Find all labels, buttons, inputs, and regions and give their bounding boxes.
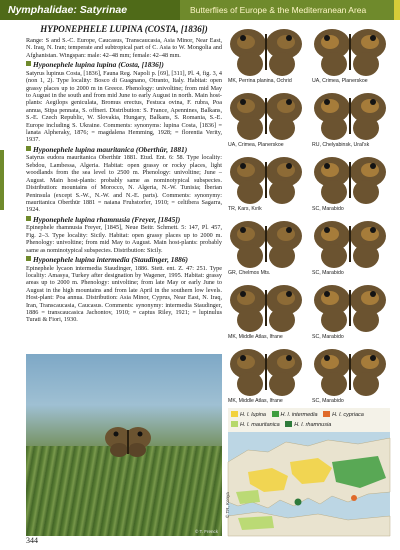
specimen-label: SC, Marabido bbox=[312, 206, 344, 212]
specimen-row bbox=[226, 24, 392, 88]
bullet-square-icon bbox=[26, 216, 31, 221]
specimen-label: MK, Middle Atlas, Ifrane bbox=[228, 334, 283, 340]
legend-swatch bbox=[272, 411, 279, 417]
specimen-row bbox=[226, 280, 392, 344]
family-label: Nymphalidae: Satyrinae bbox=[0, 0, 180, 20]
book-title: Butterflies of Europe & the Mediterranean Area bbox=[190, 5, 367, 15]
butterfly-specimen-image bbox=[228, 218, 304, 270]
species-title: HYPONEPHELE LUPINA (COSTA, [1836]) bbox=[40, 24, 208, 34]
subspecies-title: Hyponephele lupina rhamnusia (Freyer, [1845]) bbox=[26, 216, 222, 225]
habitat-photo bbox=[26, 354, 222, 536]
legend-swatch bbox=[231, 421, 238, 427]
subspecies-title: Hyponephele lupina lupina (Costa, [1836]) bbox=[26, 61, 222, 70]
butterfly-icon bbox=[312, 90, 388, 142]
butterfly-specimen-image bbox=[312, 90, 388, 142]
legend-swatch bbox=[231, 411, 238, 417]
butterfly-specimen-image bbox=[228, 26, 304, 78]
butterfly-icon bbox=[312, 282, 388, 334]
butterfly-specimen-image bbox=[312, 154, 388, 206]
specimen-label: RU, Chelyabinsk, Ural'sk bbox=[312, 142, 370, 148]
butterfly-specimen-image bbox=[228, 282, 304, 334]
butterfly-specimen-image bbox=[312, 346, 388, 398]
distribution-legend bbox=[228, 408, 390, 432]
specimen-label: SC, Marabido bbox=[312, 334, 344, 340]
butterfly-icon bbox=[228, 282, 304, 334]
butterfly-icon bbox=[228, 218, 304, 270]
species-text-column bbox=[26, 24, 222, 350]
subspecies-title: Hyponephele lupina mauritanica (Oberthür, 1881) bbox=[26, 146, 222, 155]
specimen-row bbox=[226, 88, 392, 152]
specimen-row bbox=[226, 216, 392, 280]
distribution-map bbox=[225, 432, 390, 536]
specimen-row bbox=[226, 152, 392, 216]
subspecies-text: Epinephele rhamnusia Freyer, [1845], Neue Beitr. Schmett. 5: 147, Pl. 457, Fig. 2–3. Type locality: Sicily. Habitat: open grassy places up to 2000 m. Phenology: univoltine; from mid May to August. Main host-plants: probably same as nominotypical subspecies. Distribution: Sicily. bbox=[26, 224, 222, 254]
butterfly-icon bbox=[228, 154, 304, 206]
butterfly-icon bbox=[228, 90, 304, 142]
bullet-square-icon bbox=[26, 146, 31, 151]
subspecies-text: Epinephele lycaon intermedia Staudinger, 1886. Stett. ent. Z. 47: 251. Type locality: Amasya, Turkey after designation by Wagener, 1995. Habitat: grassy areas up to 2000 m. Phenology: univoltine; from late May or early June to August in the high mountains and from late April in the southern low levels. Host-plant: Poa annua. Distribution: Asia Minor, Cyprus, Near East, N. Iraq, Iran, Transcaucasia, Caucasus. Comments: synonymy: intermedia Staudinger, 1886 = transcaucasica Jachontov, 1910; = captus Riley, 1921; = lupinulus Turati & Fiori, 1930. bbox=[26, 264, 222, 324]
section-tab bbox=[0, 150, 4, 210]
specimen-label: UA, Crimea, Planerskoe bbox=[312, 78, 368, 84]
butterfly-specimen-image bbox=[312, 282, 388, 334]
butterfly-icon bbox=[312, 218, 388, 270]
butterfly-icon bbox=[228, 26, 304, 78]
map-graphic bbox=[228, 432, 390, 536]
photo-credit: © T. Frenck bbox=[195, 529, 218, 534]
subspecies-text: Satyrus eudora mauritanica Oberthür 1881. Etud. Ent. 6: 58. Type locality: Sebdou, Lambessa, Algeria. Habitat: open grassy or rocky places, light woodlands from the sea level to 2500 m. Phenology: univoltine; June – August. Main host-plants: probably same as nominotypical subspecies. Distribution: mountains of Morocco, N. Algeria, N.-W. Tunisia; Iberian Peninsula (except S.-W., N.-W. and N.-E. parts). Comments: synonymy: mauritanica Oberthür 1881 = naiana Fruhstorfer, 1910; = celtibera Sagarra, 1924. bbox=[26, 154, 222, 214]
legend-swatch bbox=[323, 411, 330, 417]
legend-item: H. l. rhamnusia bbox=[285, 420, 331, 430]
specimen-row bbox=[226, 344, 392, 408]
legend-item: H. l. lupina bbox=[231, 410, 266, 420]
specimen-label: MK, Middle Atlas, Ifrane bbox=[228, 398, 283, 404]
specimen-label: GR, Chelmos Mts. bbox=[228, 270, 271, 276]
butterfly-specimen-image bbox=[312, 26, 388, 78]
legend-item: H. l. intermedia bbox=[272, 410, 318, 420]
live-butterfly-photo bbox=[104, 424, 152, 463]
butterfly-icon bbox=[312, 346, 388, 398]
butterfly-specimen-image bbox=[228, 90, 304, 142]
specimen-label: TR, Kars, Kırik bbox=[228, 206, 262, 212]
butterfly-icon bbox=[104, 424, 152, 458]
page-header bbox=[0, 0, 400, 20]
butterfly-icon bbox=[312, 154, 388, 206]
legend-item: H. l. mauritanica bbox=[231, 420, 280, 430]
subspecies-text: Satyrus lupinus Costa, [1836], Fauna Reg. Napoli p. [69], [311], Pl. 4, fig. 3, 4 (non 1, 2). Type locality: Bosco di Guagnano, Otranto, Italy. Habitat: open grassy places up to 2000 m in Greece. Phenology: univoltine; from mid May to August in the south and from mid June to early August in north. Main host-plants: Aegilops geniculata, Bromus erectus, Festuca ovina, F. rubra, Poa annua, Stipa pennata, S. offneri. Distribution: S. France, Apennines, Balkans, S.-E. Czech Republic, W. Slovakia, Hungary, Balkans, S. Romania, S.-E. Europe including S. Ukraine. Comments: synonyms: lupina Costa, [1836] = lanata Alpheraky, 1876; = magdalena Hemming, 1928; = florentia Verity, 1937. bbox=[26, 69, 222, 144]
bullet-square-icon bbox=[26, 61, 31, 66]
legend-item: H. l. cypriaca bbox=[323, 410, 364, 420]
butterfly-icon bbox=[312, 26, 388, 78]
specimen-label: SC, Marabido bbox=[312, 398, 344, 404]
subspecies-title: Hyponephele lupina intermedia (Staudinger, 1886) bbox=[26, 256, 222, 265]
specimen-label: UA, Crimea, Planerskoe bbox=[228, 142, 284, 148]
butterfly-icon bbox=[228, 346, 304, 398]
map-credit: © TR, Konya bbox=[225, 492, 230, 518]
specimen-label: MK, Perrina planina, Ochrid bbox=[228, 78, 292, 84]
bullet-square-icon bbox=[26, 256, 31, 261]
legend-swatch bbox=[285, 421, 292, 427]
header-accent bbox=[394, 0, 400, 20]
specimen-label: SC, Marabido bbox=[312, 270, 344, 276]
butterfly-specimen-image bbox=[228, 154, 304, 206]
range-paragraph: Range: S and S.-C. Europe, Caucasus, Transcaucasia, Asia Minor, Near East, N. Iraq, N. Iran; temperate and subtropical part of C. Asia to W. Mongolia and Afghanistan. Wingspan: male: 42–48 mm; female: 42–48 mm. bbox=[26, 37, 222, 59]
page-number: 344 bbox=[26, 536, 38, 545]
butterfly-specimen-image bbox=[312, 218, 388, 270]
butterfly-specimen-image bbox=[228, 346, 304, 398]
specimen-plate bbox=[226, 24, 392, 408]
